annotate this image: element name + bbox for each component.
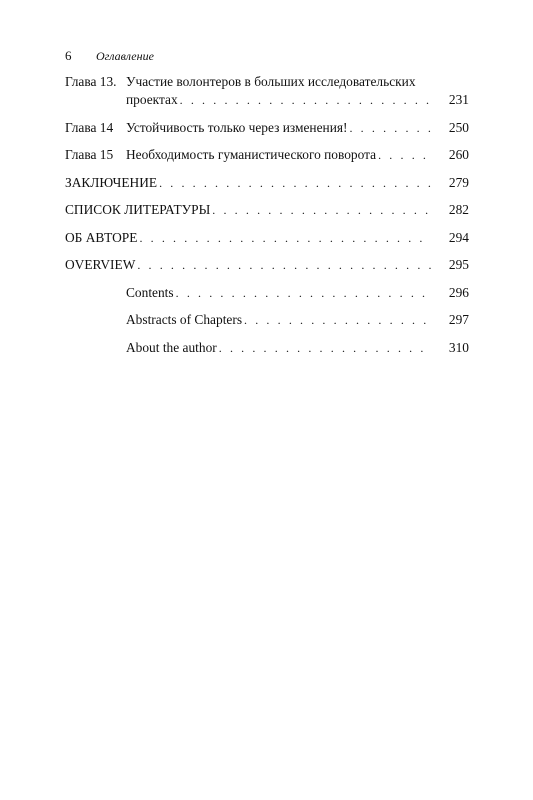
toc-entry-label: Глава 13. xyxy=(65,74,117,89)
dot-leader xyxy=(378,146,431,164)
toc-entry-line xyxy=(65,229,469,247)
toc-entry-bibliography[interactable] xyxy=(65,201,469,219)
toc-entry-title: Contents xyxy=(126,284,174,300)
toc-entry-overview[interactable] xyxy=(65,256,469,274)
toc-entry-chapter-15[interactable] xyxy=(65,146,469,164)
toc-entry-page: 310 xyxy=(448,339,469,355)
toc-entry-line xyxy=(65,339,469,357)
toc-entry-title: ЗАКЛЮЧЕНИЕ xyxy=(65,174,158,190)
toc-entry-title: About the author xyxy=(126,339,217,355)
toc-entry-title: Необходимость гуманистического поворота xyxy=(126,147,377,162)
toc-entry-chapter-13[interactable] xyxy=(65,73,469,109)
toc-entry-page: 231 xyxy=(448,92,469,107)
dot-leader xyxy=(349,119,431,137)
toc-entry-contents[interactable] xyxy=(65,284,469,302)
dot-leader xyxy=(219,339,431,357)
toc-entry-line xyxy=(65,256,469,274)
running-head-title: Оглавление xyxy=(96,49,154,63)
page-number: 6 xyxy=(65,48,72,63)
toc-entry-line xyxy=(65,201,469,219)
toc-entry-page: 294 xyxy=(448,229,469,245)
toc-entry-line xyxy=(65,284,469,302)
toc-entry-title: СПИСОК ЛИТЕРАТУРЫ xyxy=(65,202,211,217)
toc-entry-line xyxy=(65,146,469,164)
toc-entry-line xyxy=(65,311,469,329)
toc-entry-line xyxy=(65,174,469,192)
toc-entry-page: 260 xyxy=(448,147,469,162)
toc-entry-title: Устойчивость только через изменения! xyxy=(126,119,348,135)
running-head xyxy=(65,48,154,64)
dot-leader xyxy=(159,174,431,192)
toc-entry-title: ОБ АВТОРЕ xyxy=(65,229,138,245)
dot-leader xyxy=(212,201,431,219)
dot-leader xyxy=(139,229,431,247)
toc-entry-first-line xyxy=(65,73,469,91)
toc-entry-label: Глава 14 xyxy=(65,119,114,135)
toc-entry-title: OVERVIEW xyxy=(65,257,136,272)
toc-entry-title-continued: проектах xyxy=(126,92,178,107)
toc-entry-page: 295 xyxy=(448,257,469,272)
toc-entry-page: 282 xyxy=(448,202,469,217)
toc-entry-page: 279 xyxy=(448,174,469,190)
toc-entry-line xyxy=(65,119,469,137)
dot-leader xyxy=(244,311,431,329)
dot-leader xyxy=(180,91,431,109)
toc-entry-conclusion[interactable] xyxy=(65,174,469,192)
toc-entry-chapter-14[interactable] xyxy=(65,119,469,137)
toc-entry-page: 296 xyxy=(448,284,469,300)
toc-entry-title: Участие волонтеров в больших исследовательских xyxy=(126,74,416,89)
toc-entry-label: Глава 15 xyxy=(65,147,114,162)
toc-entry-page: 297 xyxy=(448,312,469,327)
toc-entry-about-author-en[interactable] xyxy=(65,339,469,357)
toc-entry-second-line xyxy=(65,91,469,109)
toc-entry-about-author-ru[interactable] xyxy=(65,229,469,247)
dot-leader xyxy=(137,256,431,274)
table-of-contents xyxy=(65,73,469,366)
toc-entry-title: Abstracts of Chapters xyxy=(126,312,243,327)
toc-entry-page: 250 xyxy=(448,119,469,135)
dot-leader xyxy=(176,284,431,302)
toc-entry-abstracts[interactable] xyxy=(65,311,469,329)
